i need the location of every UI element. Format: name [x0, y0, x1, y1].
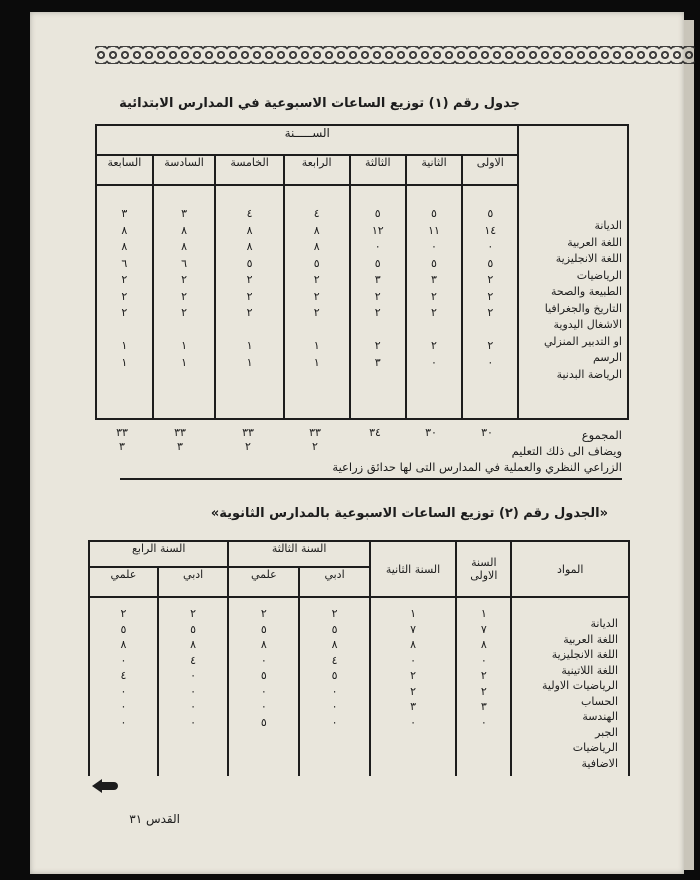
table-cell-value: ٦ — [181, 256, 188, 270]
table-cell-value: ٨ — [181, 240, 188, 253]
table-cell-value: ٠ — [431, 355, 437, 369]
table-cell-value: ٧ — [410, 622, 416, 636]
table-cell-value: ٥ — [431, 207, 437, 220]
table1-year-header: الاولى — [462, 155, 518, 185]
table-cell-value — [407, 322, 461, 339]
table-cell-value: ٠ — [260, 684, 267, 698]
subject-label: الرياضة البدنية — [556, 367, 622, 381]
table-cell-value: ٨ — [410, 638, 416, 651]
table-cell-value: ٢ — [410, 669, 416, 682]
table1-year-header: الخامسة — [215, 155, 283, 185]
lit-header: ادبي — [158, 567, 229, 597]
total-value: ٣٤ — [369, 426, 381, 439]
subject-label: اللغة العربية — [567, 235, 622, 249]
table2-column — [89, 597, 158, 776]
table2-column — [299, 597, 370, 776]
subject-label: اللغة الانجليزية — [551, 648, 618, 661]
table-cell-value: ٢ — [121, 273, 128, 286]
table2-column — [370, 597, 456, 776]
table-cell-value: ٥ — [120, 622, 127, 636]
table-cell-value: ٨ — [246, 223, 253, 237]
total-value: ٣٠ — [425, 426, 437, 439]
table-cell-value: ٣ — [181, 207, 188, 220]
table-cell-value: ٨ — [181, 223, 188, 237]
table1-column — [406, 185, 462, 419]
total-value: ٣٠ — [481, 426, 493, 439]
table-cell-value: ٨ — [120, 638, 127, 651]
table-cell-value: ٥ — [331, 669, 338, 682]
table-cell-value: ٢ — [480, 684, 487, 698]
total-value: ٣٣ — [174, 426, 186, 439]
table-cell-value: ٠ — [120, 715, 127, 729]
year4-header: السنة الرابع — [89, 541, 228, 567]
table-cell-value: ٥ — [331, 622, 338, 636]
subjects-header: المواد — [511, 541, 629, 597]
extra-value: ٣ — [119, 440, 125, 453]
table-cell-value: ١ — [480, 607, 487, 620]
subject-label: الهندسة — [582, 710, 618, 723]
table-cell-value: ٠ — [410, 653, 416, 667]
year1-header: السنة الاولى — [456, 541, 511, 597]
table-cell-value: ٣ — [431, 273, 437, 286]
table-cell-value: ٢ — [190, 607, 197, 620]
table1-year-header: السادسة — [153, 155, 216, 185]
note-line-2: الزراعي النظري والعملية في المدارس التى لها حدائق زراعية — [332, 460, 622, 474]
table-cell-value: ١ — [410, 607, 416, 620]
table1-year-header: السابعة — [96, 155, 153, 185]
extra-value: ٢ — [245, 440, 251, 453]
subject-label: اللغة اللاتينية — [561, 663, 618, 677]
table-cell-value: ٨ — [313, 240, 320, 253]
subject-label: اللغة الانجليزية — [555, 252, 622, 265]
table1-column — [350, 185, 406, 419]
table-cell-value: ٠ — [190, 669, 197, 682]
table2-title: «الجدول رقم (٢) توزيع الساعات الاسبوعية بالمدارس الثانوية» — [210, 506, 608, 521]
table-cell-value: ٠ — [374, 240, 381, 253]
table-cell-value: ٠ — [190, 700, 197, 713]
table1-year-header: الثانية — [406, 155, 462, 185]
table1-year-header: الرابعة — [284, 155, 350, 185]
table-cell-value: ٤ — [120, 669, 127, 682]
table-cell-value: ٢ — [487, 339, 494, 352]
table-cell-value: ٥ — [374, 207, 381, 220]
table-cell-value: ٨ — [480, 638, 487, 651]
subject-label: اللغة العربية — [563, 632, 618, 646]
sci-header: علمي — [89, 567, 158, 597]
table-cell-value: ٥ — [431, 256, 437, 270]
year2-header: السنة الثانية — [370, 541, 456, 597]
table-cell-value: ١ — [313, 355, 320, 369]
table-cell-value: ٢ — [246, 273, 253, 286]
decorative-border — [95, 46, 695, 64]
table1-column — [153, 185, 216, 419]
table-cell-value: ٢ — [374, 339, 381, 352]
total-label: المجموع — [581, 428, 622, 442]
table-cell-value: ٢ — [374, 306, 381, 319]
table-cell-value: ٢ — [121, 306, 128, 319]
table-cell-value: ٠ — [331, 700, 338, 713]
table-cell-value: ٢ — [181, 289, 188, 303]
table-cell-value: ٦ — [121, 256, 128, 270]
table-cell-value: ٢ — [331, 607, 338, 620]
table-cell-value: ٢ — [313, 306, 320, 319]
subject-label: الاشغال اليدوية — [553, 318, 622, 331]
table-cell-value: ٠ — [190, 715, 197, 729]
table-cell-value: ٠ — [120, 684, 127, 698]
table-cell-value: ٥ — [313, 256, 320, 270]
table-cell-value: ٢ — [487, 306, 494, 319]
table1-group-header: الســـــنة — [96, 125, 518, 155]
table-cell-value: ١ — [246, 355, 253, 369]
table-cell-value: ٠ — [120, 653, 127, 667]
separator-line — [120, 478, 622, 480]
arrow-icon — [100, 782, 118, 790]
subject-label: او التدبير المنزلي — [544, 334, 622, 348]
table-cell-value: ٢ — [487, 289, 494, 303]
table1-column — [284, 185, 350, 419]
table-cell-value: ٢ — [374, 289, 381, 303]
subject-label: الرسم — [592, 351, 622, 364]
subject-label: الجبر — [595, 725, 618, 739]
table1-column — [215, 185, 283, 419]
subject-label: الديانة — [590, 617, 618, 630]
table-cell-value: ٣ — [410, 700, 416, 713]
year3-header: السنة الثالثة — [228, 541, 369, 567]
table-cell-value: ٠ — [410, 715, 416, 729]
table-cell-value: ٢ — [480, 669, 487, 682]
table1-year-header: الثالثة — [350, 155, 406, 185]
table-cell-value: ٢ — [431, 339, 437, 352]
table-cell-value: ٠ — [331, 684, 338, 698]
table-cell-value: ٢ — [181, 306, 188, 319]
subject-label: الرياضيات — [576, 268, 622, 282]
table1-column — [96, 185, 153, 419]
total-value: ٣٣ — [309, 426, 321, 439]
table-cell-value: ١ — [246, 339, 253, 352]
table-cell-value — [97, 322, 152, 339]
sci-header: علمي — [228, 567, 299, 597]
table-cell-value: ٥ — [487, 256, 494, 270]
subject-label: الديانة — [594, 219, 622, 232]
table-cell-value: ٠ — [120, 700, 127, 713]
table-cell-value: ١ — [121, 355, 128, 369]
table-cell-value: ٠ — [260, 653, 267, 667]
table-cell-value: ١٤ — [484, 223, 497, 237]
table-cell-value — [285, 322, 349, 339]
subject-label: الرياضيات الاولية — [542, 679, 618, 692]
table-cell-value: ٨ — [246, 240, 253, 253]
table-cell-value: ٢ — [120, 607, 127, 620]
table-cell-value: ٢ — [487, 273, 494, 286]
table-cell-value: ٤ — [246, 207, 253, 220]
table-cell-value: ٠ — [190, 684, 197, 698]
table-cell-value: ٨ — [190, 638, 197, 651]
table-cell-value: ٨ — [313, 223, 320, 237]
table-cell-value: ٢ — [246, 306, 253, 319]
table-cell-value — [216, 322, 282, 339]
table-cell-value: ٢ — [121, 289, 128, 303]
subject-label: الطبيعة والصحة — [550, 285, 622, 298]
table-cell-value: ١ — [181, 355, 188, 369]
extra-value: ٣ — [177, 440, 183, 453]
table-cell-value: ٥ — [190, 622, 197, 636]
page-footer: القدس ٣١ — [129, 812, 180, 826]
table-cell-value: ٤ — [313, 207, 320, 220]
table-cell-value: ٥ — [260, 715, 267, 729]
table-cell-value: ٢ — [431, 306, 437, 319]
table-cell-value: ٠ — [431, 240, 437, 253]
table-cell-value: ٢ — [313, 273, 320, 286]
subject-label: الرياضيات — [572, 741, 618, 754]
page-edge — [684, 20, 694, 870]
extra-value: ٢ — [312, 440, 318, 453]
table-cell-value: ٢ — [181, 273, 188, 286]
table-cell-value: ٢ — [410, 684, 416, 698]
table1-title: جدول رقم (١) توزيع الساعات الاسبوعية في المدارس الابتدائية — [119, 96, 520, 111]
table-cell-value — [463, 322, 517, 339]
table-cell-value: ٠ — [487, 240, 494, 253]
table-cell-value: ٨ — [121, 223, 128, 237]
table-cell-value: ٢ — [313, 289, 320, 303]
table-cell-value: ٨ — [260, 638, 267, 651]
table2-column — [158, 597, 229, 776]
table-cell-value — [351, 322, 405, 339]
table-cell-value: ٥ — [246, 256, 253, 270]
table-cell-value: ٠ — [331, 715, 338, 729]
table-cell-value: ٤ — [331, 653, 338, 667]
table-cell-value: ٥ — [260, 622, 267, 636]
table-cell-value: ١ — [121, 339, 128, 352]
table1-subject-list — [520, 218, 622, 383]
subject-label: التاريخ والجغرافيا — [544, 301, 622, 315]
table-cell-value: ١١ — [428, 223, 440, 237]
table-cell-value: ٥ — [260, 669, 267, 682]
table-cell-value: ٨ — [331, 638, 338, 651]
table2-column — [456, 597, 511, 776]
table-cell-value: ٥ — [487, 207, 494, 220]
subject-label: الحساب — [580, 694, 618, 708]
table-cell-value: ١ — [313, 339, 320, 352]
table-cell-value: ٢ — [431, 289, 437, 303]
table-cell-value: ٣ — [121, 207, 128, 220]
total-value: ٣٣ — [242, 426, 254, 439]
table-cell-value: ٤ — [190, 653, 197, 667]
total-value: ٣٣ — [116, 426, 128, 439]
note-line-1: ويضاف الى ذلك التعليم — [511, 444, 622, 458]
table-cell-value: ٣ — [374, 355, 381, 369]
table-cell-value: ٠ — [260, 700, 267, 713]
table-cell-value: ١٢ — [371, 223, 384, 237]
table-cell-value: ٢ — [260, 607, 267, 620]
table-cell-value: ٢ — [246, 289, 253, 303]
table-cell-value: ٨ — [121, 240, 128, 253]
lit-header: ادبي — [299, 567, 370, 597]
table-cell-value — [154, 322, 215, 339]
table1-column — [462, 185, 518, 419]
table-cell-value: ٠ — [487, 355, 494, 369]
table-cell-value: ٠ — [480, 715, 487, 729]
table-cell-value: ٥ — [374, 256, 381, 270]
table-cell-value: ٣ — [374, 273, 381, 286]
table2-subject-list — [510, 616, 618, 771]
subject-label: الاضافية — [581, 756, 618, 770]
table-cell-value: ١ — [181, 339, 188, 352]
table-cell-value: ٣ — [480, 700, 487, 713]
table-cell-value: ٧ — [480, 622, 487, 636]
table-cell-value: ٠ — [480, 653, 487, 667]
table2-column — [228, 597, 299, 776]
